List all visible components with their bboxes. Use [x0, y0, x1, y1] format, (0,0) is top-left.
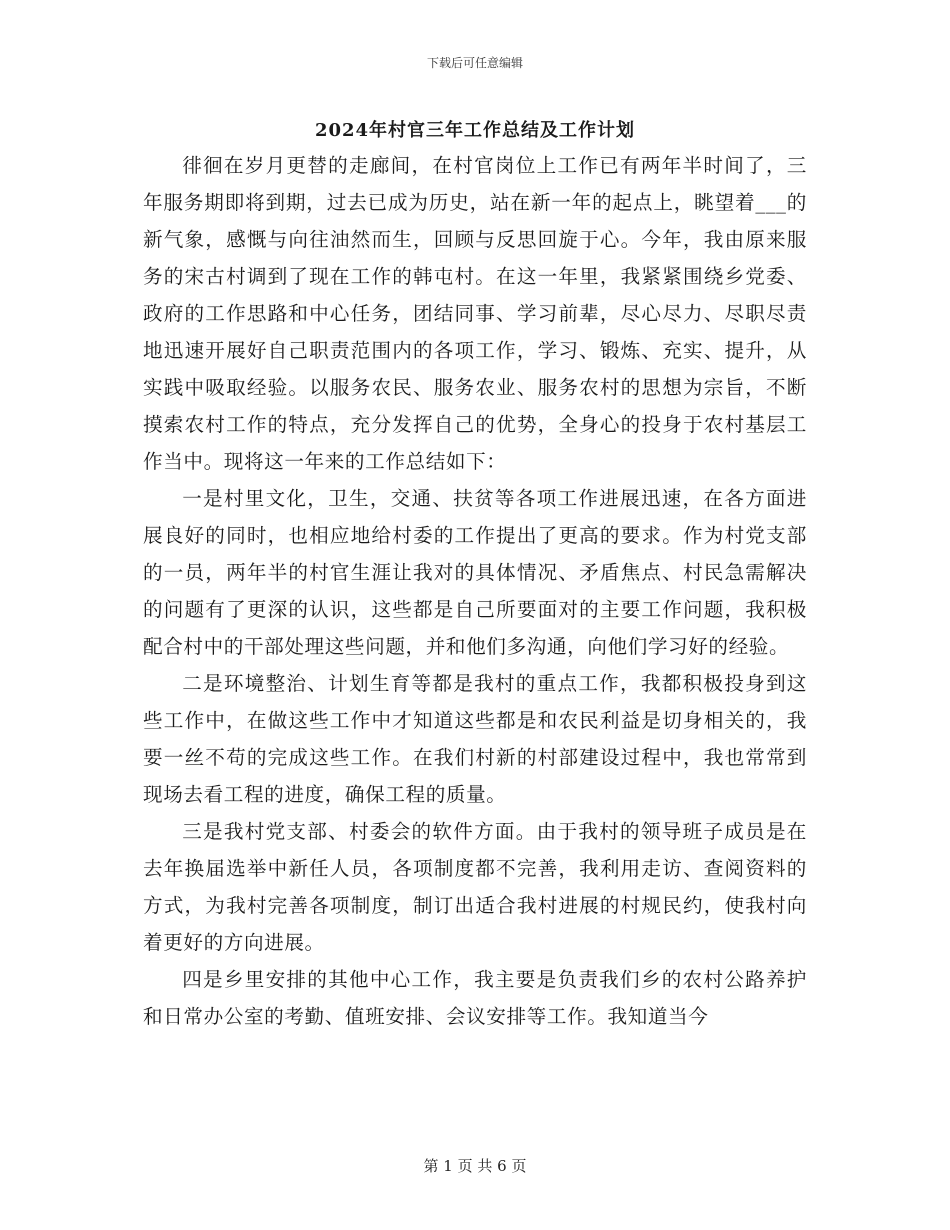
paragraph-item-4: 四是乡里安排的其他中心工作，我主要是负责我们乡的农村公路养护和日常办公室的考勤、值班安排、会议安排等工作。我知道当今 [143, 968, 807, 1028]
document-title: 2024年村官三年工作总结及工作计划 [314, 120, 636, 141]
page-number: 第 1 页 共 6 页 [423, 1157, 527, 1175]
document-body [143, 147, 807, 1035]
paragraph-item-3: 三是我村党支部、村委会的软件方面。由于我村的领导班子成员是在去年换届选举中新任人员，各项制度都不完善，我利用走访、查阅资料的方式，为我村完善各项制度，制订出适合我村进展的村规民约，使我村向着更好的方向进展。 [143, 820, 807, 954]
page-header-note: 下载后可任意编辑 [426, 56, 523, 70]
paragraph-intro: 徘徊在岁月更替的走廊间，在村官岗位上工作已有两年半时间了，三年服务期即将到期，过去已成为历史，站在新一年的起点上，眺望着___的新气象，感慨与向往油然而生，回顾与反思回旋于心。今年，我由原来服务的宋古村调到了现在工作的韩屯村。在这一年里，我紧紧围绕乡党委、政府的工作思路和中心任务，团结同事、学习前辈，尽心尽力、尽职尽责地迅速开展好自己职责范围内的各项工作，学习、锻炼、充实、提升，从实践中吸取经验。以服务农民、服务农业、服务农村的思想为宗旨，不断摸索农村工作的特点，充分发挥自己的优势，全身心的投身于农村基层工作当中。现将这一年来的工作总结如下： [143, 154, 807, 473]
paragraph-item-2: 二是环境整治、计划生育等都是我村的重点工作，我都积极投身到这些工作中，在做这些工作中才知道这些都是和农民利益是切身相关的，我要一丝不苟的完成这些工作。在我们村新的村部建设过程中，我也常常到现场去看工程的进度，确保工程的质量。 [143, 672, 807, 806]
paragraph-item-1: 一是村里文化，卫生，交通、扶贫等各项工作进展迅速，在各方面进展良好的同时，也相应地给村委的工作提出了更高的要求。作为村党支部的一员，两年半的村官生涯让我对的具体情况、矛盾焦点、村民急需解决的问题有了更深的认识，这些都是自己所要面对的主要工作问题，我积极配合村中的干部处理这些问题，并和他们多沟通，向他们学习好的经验。 [143, 487, 807, 658]
